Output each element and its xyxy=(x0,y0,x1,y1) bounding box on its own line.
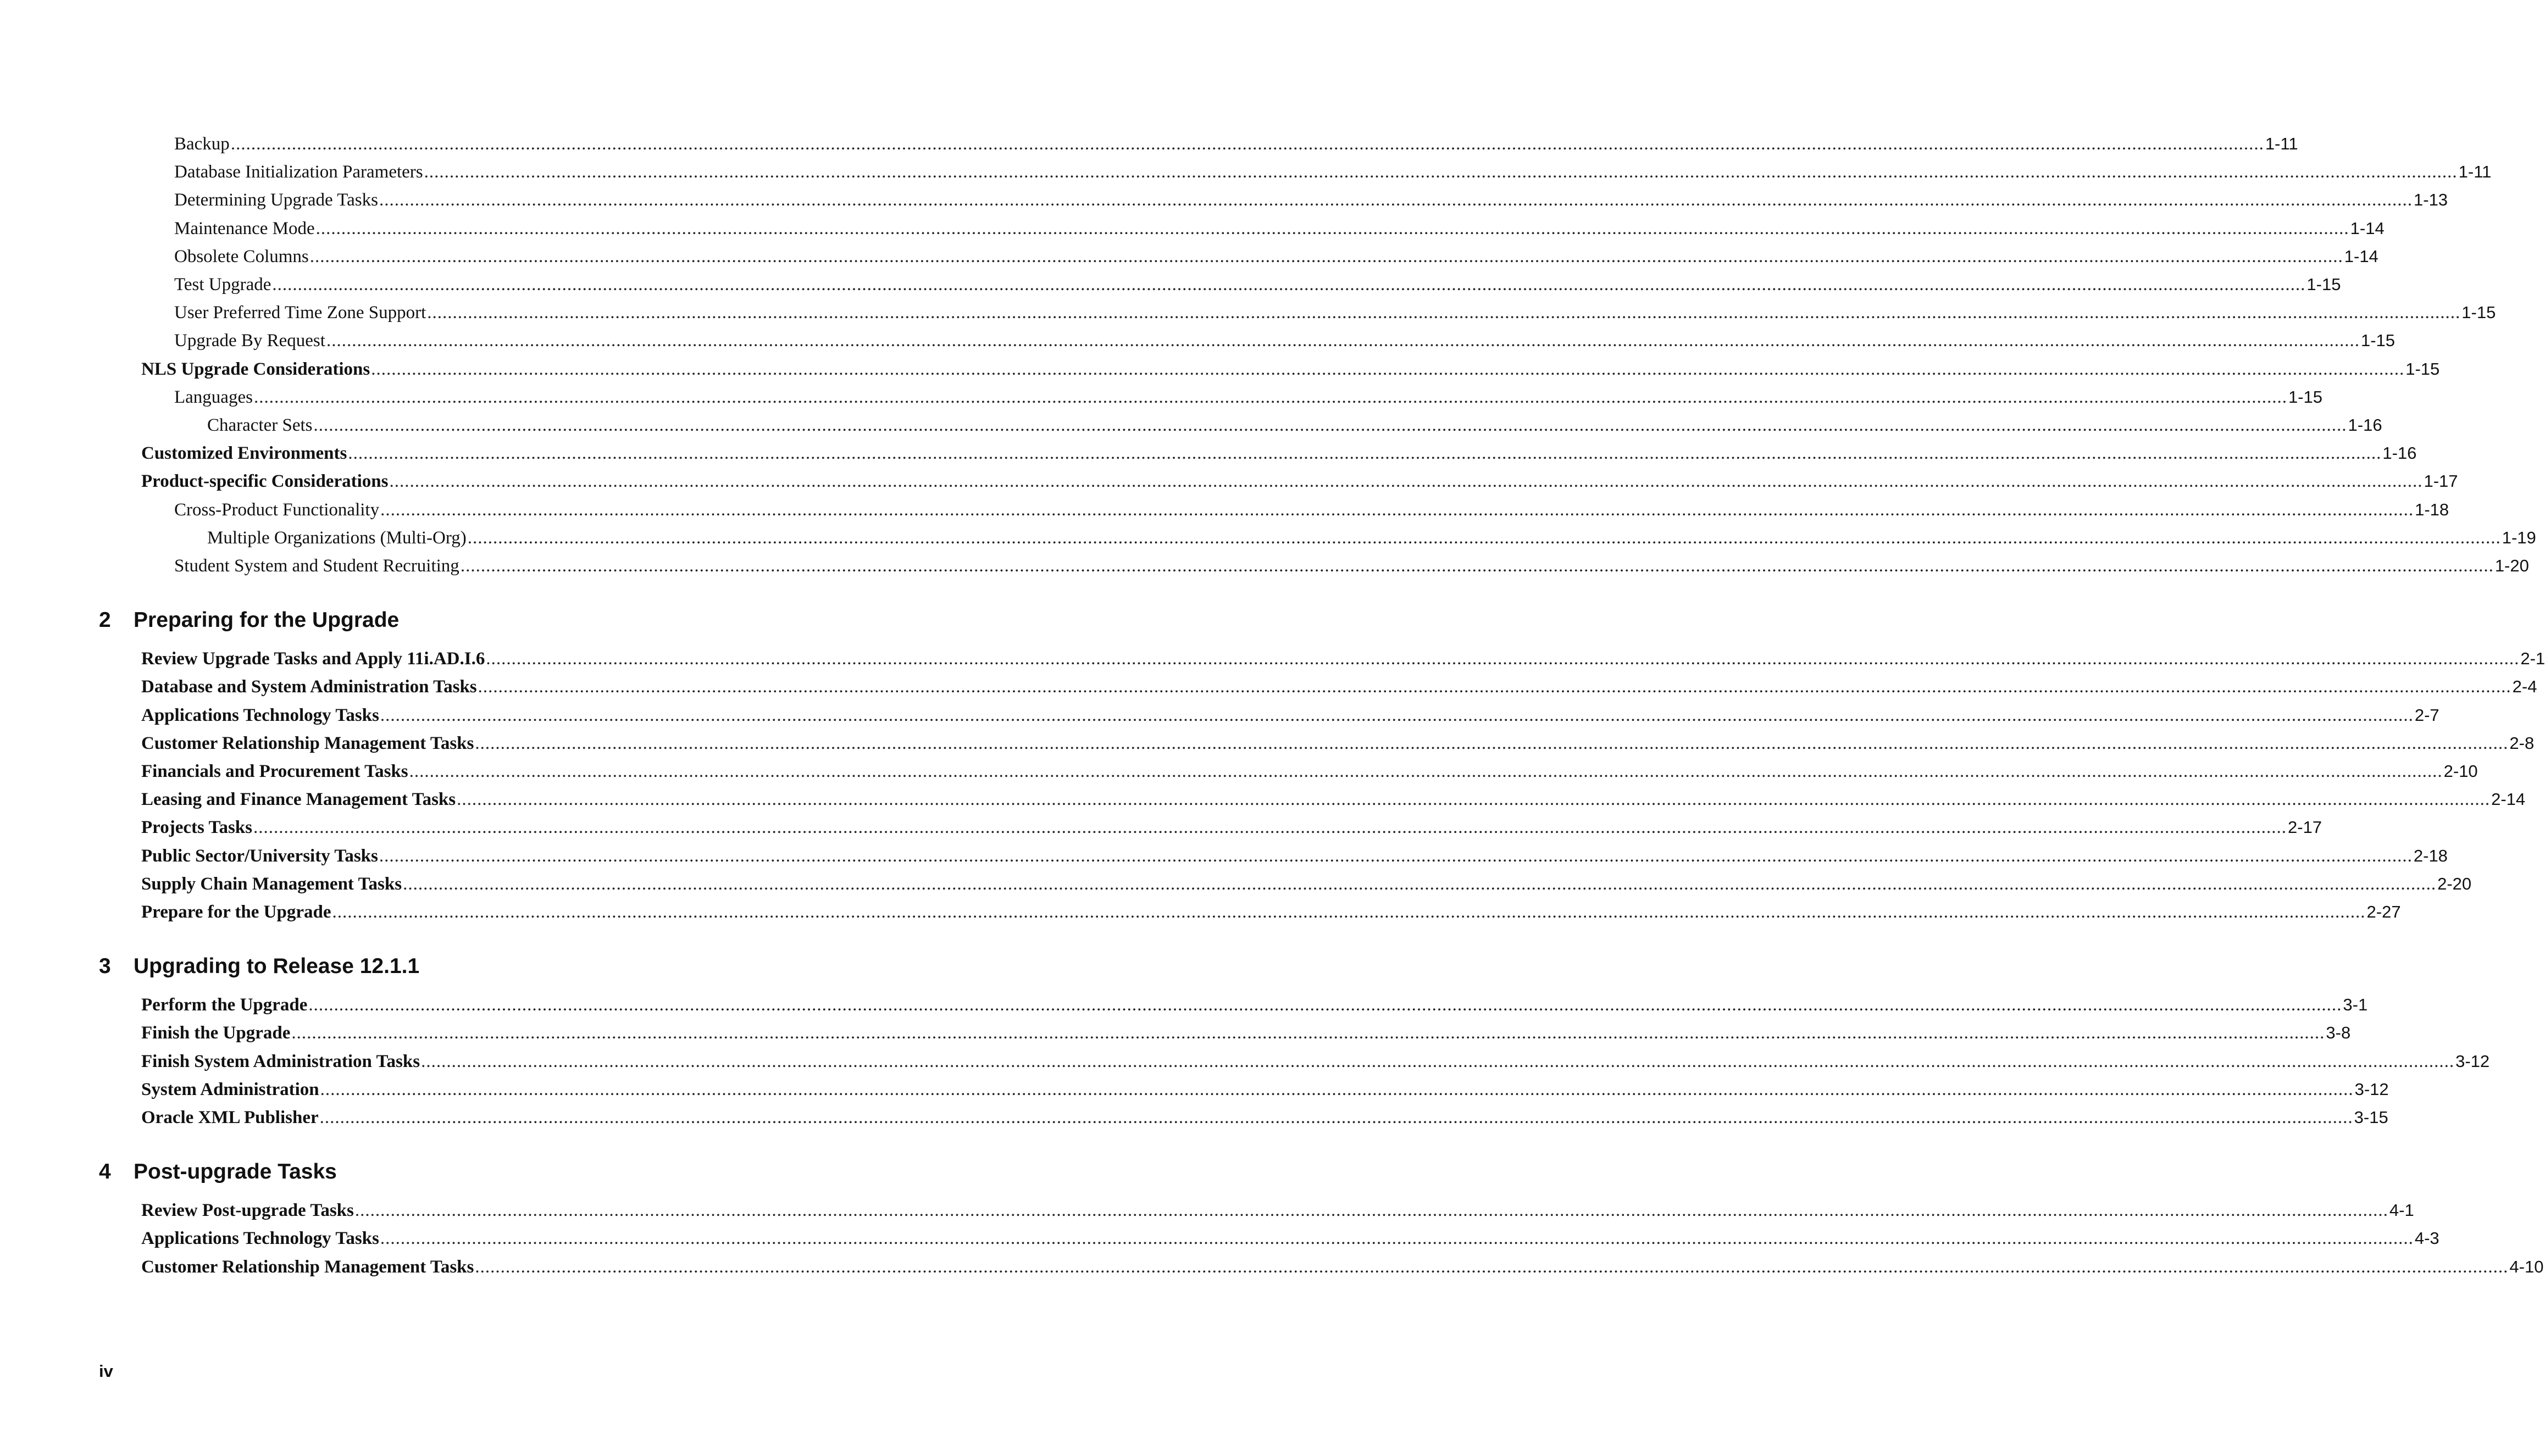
toc-entry[interactable] xyxy=(141,872,2472,896)
toc-entry-title: Projects Tasks xyxy=(141,818,252,838)
toc-entry-title: Multiple Organizations (Multi-Org) xyxy=(207,527,467,548)
toc-entry-page: 2-27 xyxy=(2366,902,2401,921)
toc-entry-title: Test Upgrade xyxy=(174,275,271,294)
dot-leader: ................................................................................................................................................................................................................................................................................................................................................................................................................ xyxy=(389,471,2423,492)
toc-entry-page: 1-16 xyxy=(2382,443,2417,463)
toc-entry-page: 1-14 xyxy=(2350,218,2385,238)
toc-entry[interactable] xyxy=(141,759,2478,783)
dot-leader: ................................................................................................................................................................................................................................................................................................................................................................................................................ xyxy=(313,415,2347,435)
dot-leader: ................................................................................................................................................................................................................................................................................................................................................................................................................ xyxy=(478,677,2511,697)
chapter-title: Post-upgrade Tasks xyxy=(134,1160,337,1184)
toc-entry-page: 1-15 xyxy=(2360,331,2395,351)
toc-entry[interactable] xyxy=(174,188,2448,212)
chapter-number: 3 xyxy=(99,954,111,979)
toc-entry[interactable] xyxy=(141,815,2322,840)
dot-leader: ................................................................................................................................................................................................................................................................................................................................................................................................................ xyxy=(475,733,2509,753)
chapter-number: 4 xyxy=(99,1160,111,1184)
toc-entry-title: Perform the Upgrade xyxy=(141,995,308,1015)
dot-leader: ................................................................................................................................................................................................................................................................................................................................................................................................................ xyxy=(326,331,2360,351)
dot-leader: ................................................................................................................................................................................................................................................................................................................................................................................................................ xyxy=(319,1108,2353,1127)
dot-leader: ................................................................................................................................................................................................................................................................................................................................................................................................................ xyxy=(332,902,2366,922)
toc-entry-title: Finish System Administration Tasks xyxy=(141,1051,420,1071)
toc-entry-page: 1-15 xyxy=(2461,303,2496,323)
toc-entry-title: Prepare for the Upgrade xyxy=(141,902,331,922)
toc-entry-title: Student System and Student Recruiting xyxy=(174,556,459,576)
toc-entry-page: 1-17 xyxy=(2424,471,2458,491)
chapter-heading xyxy=(99,1158,337,1186)
toc-entry-title: Customized Environments xyxy=(141,443,347,464)
toc-entry[interactable] xyxy=(174,498,2449,522)
toc-entry-title: Customer Relationship Management Tasks xyxy=(141,733,474,753)
toc-entry[interactable] xyxy=(174,385,2322,409)
toc-entry[interactable] xyxy=(207,526,2536,550)
toc-entry-title: Leasing and Finance Management Tasks xyxy=(141,790,456,810)
dot-leader: ................................................................................................................................................................................................................................................................................................................................................................................................................ xyxy=(230,134,2264,154)
dot-leader: ................................................................................................................................................................................................................................................................................................................................................................................................................ xyxy=(315,218,2349,238)
toc-entry-page: 4-10 xyxy=(2509,1257,2544,1276)
toc-entry-title: Finish the Upgrade xyxy=(141,1023,291,1043)
dot-leader: ................................................................................................................................................................................................................................................................................................................................................................................................................ xyxy=(380,499,2414,520)
dot-leader: ................................................................................................................................................................................................................................................................................................................................................................................................................ xyxy=(354,1201,2388,1221)
toc-entry-title: Obsolete Columns xyxy=(174,246,309,266)
toc-entry[interactable] xyxy=(141,787,2526,812)
dot-leader: ................................................................................................................................................................................................................................................................................................................................................................................................................ xyxy=(320,1079,2354,1099)
toc-entry[interactable] xyxy=(141,993,2368,1017)
toc-entry[interactable] xyxy=(174,132,2298,156)
chapter-title: Upgrading to Release 12.1.1 xyxy=(134,954,420,979)
toc-entry[interactable] xyxy=(141,469,2458,493)
toc-entry-page: 1-11 xyxy=(2265,134,2298,153)
toc-entry-title: Applications Technology Tasks xyxy=(141,1229,379,1249)
chapter-title: Preparing for the Upgrade xyxy=(134,608,400,632)
chapter-number: 2 xyxy=(99,608,111,632)
toc-entry-page: 3-8 xyxy=(2326,1023,2351,1043)
dot-leader: ................................................................................................................................................................................................................................................................................................................................................................................................................ xyxy=(253,387,2287,407)
toc-entry[interactable] xyxy=(207,413,2382,437)
toc-entry-title: Maintenance Mode xyxy=(174,218,315,238)
toc-entry[interactable] xyxy=(174,329,2395,353)
toc-entry-page: 3-15 xyxy=(2354,1108,2388,1127)
dot-leader: ................................................................................................................................................................................................................................................................................................................................................................................................................ xyxy=(380,1229,2414,1249)
toc-entry-title: Cross-Product Functionality xyxy=(174,499,380,520)
toc-entry-title: Oracle XML Publisher xyxy=(141,1108,319,1127)
dot-leader: ................................................................................................................................................................................................................................................................................................................................................................................................................ xyxy=(486,649,2520,669)
chapter-heading xyxy=(99,953,419,980)
toc-entry[interactable] xyxy=(174,160,2492,184)
page-number: iv xyxy=(99,1361,113,1381)
toc-entry-title: User Preferred Time Zone Support xyxy=(174,303,426,323)
toc-entry[interactable] xyxy=(141,441,2417,465)
dot-leader: ................................................................................................................................................................................................................................................................................................................................................................................................................ xyxy=(457,790,2491,810)
toc-entry[interactable] xyxy=(141,1198,2414,1222)
toc-entry[interactable] xyxy=(174,244,2378,269)
toc-entry-page: 1-15 xyxy=(2405,359,2440,379)
toc-entry-title: Determining Upgrade Tasks xyxy=(174,190,378,210)
toc-entry[interactable] xyxy=(141,1255,2544,1279)
toc-entry-page: 1-11 xyxy=(2458,162,2492,182)
toc-entry-page: 1-20 xyxy=(2494,556,2529,575)
toc-entry-title: Database Initialization Parameters xyxy=(174,162,423,182)
toc-entry-page: 3-12 xyxy=(2354,1079,2389,1099)
dot-leader: ................................................................................................................................................................................................................................................................................................................................................................................................................ xyxy=(421,1051,2455,1071)
toc-entry-title: Applications Technology Tasks xyxy=(141,705,379,725)
toc-entry-title: Upgrade By Request xyxy=(174,331,325,351)
toc-entry-page: 1-15 xyxy=(2288,387,2322,407)
toc-entry-page: 4-3 xyxy=(2414,1229,2439,1248)
toc-entry-page: 2-1 xyxy=(2520,649,2545,669)
toc-entry[interactable] xyxy=(141,647,2545,671)
dot-leader: ................................................................................................................................................................................................................................................................................................................................................................................................................ xyxy=(309,246,2343,266)
toc-entry-title: Customer Relationship Management Tasks xyxy=(141,1257,474,1277)
toc-entry-page: 1-13 xyxy=(2414,190,2448,210)
toc-entry-page: 3-12 xyxy=(2455,1051,2490,1071)
toc-entry-page: 1-16 xyxy=(2348,415,2382,435)
toc-entry[interactable] xyxy=(174,216,2385,241)
toc-entry[interactable] xyxy=(141,844,2448,868)
dot-leader: ................................................................................................................................................................................................................................................................................................................................................................................................................ xyxy=(371,359,2405,379)
toc-entry-title: Languages xyxy=(174,387,253,407)
toc-entry[interactable] xyxy=(141,675,2537,699)
toc-entry-title: Product-specific Considerations xyxy=(141,471,389,492)
toc-entry-title: Review Upgrade Tasks and Apply 11i.AD.I.6 xyxy=(141,649,485,669)
dot-leader: ................................................................................................................................................................................................................................................................................................................................................................................................................ xyxy=(308,995,2342,1015)
dot-leader: ................................................................................................................................................................................................................................................................................................................................................................................................................ xyxy=(424,162,2458,182)
toc-entry-page: 1-15 xyxy=(2306,275,2341,294)
toc-entry-title: System Administration xyxy=(141,1079,319,1099)
dot-leader: ................................................................................................................................................................................................................................................................................................................................................................................................................ xyxy=(253,818,2287,838)
toc-entry-page: 1-14 xyxy=(2344,246,2378,266)
toc-entry-title: Database and System Administration Tasks xyxy=(141,677,477,697)
toc-entry-page: 2-20 xyxy=(2437,874,2472,893)
dot-leader: ................................................................................................................................................................................................................................................................................................................................................................................................................ xyxy=(427,303,2461,323)
toc-entry-page: 2-8 xyxy=(2509,733,2535,753)
toc-entry-title: NLS Upgrade Considerations xyxy=(141,359,370,379)
toc-entry[interactable] xyxy=(141,1049,2490,1074)
dot-leader: ................................................................................................................................................................................................................................................................................................................................................................................................................ xyxy=(380,705,2414,725)
dot-leader: ................................................................................................................................................................................................................................................................................................................................................................................................................ xyxy=(467,527,2501,548)
dot-leader: ................................................................................................................................................................................................................................................................................................................................................................................................................ xyxy=(291,1023,2325,1043)
toc-entry[interactable] xyxy=(174,301,2496,325)
dot-leader: ................................................................................................................................................................................................................................................................................................................................................................................................................ xyxy=(460,556,2494,576)
dot-leader: ................................................................................................................................................................................................................................................................................................................................................................................................................ xyxy=(379,190,2413,210)
toc-entry-page: 2-17 xyxy=(2288,818,2322,837)
dot-leader: ................................................................................................................................................................................................................................................................................................................................................................................................................ xyxy=(348,443,2382,464)
toc-entry-title: Backup xyxy=(174,134,230,154)
toc-entry-title: Financials and Procurement Tasks xyxy=(141,762,408,781)
toc-entry-title: Review Post-upgrade Tasks xyxy=(141,1201,354,1221)
toc-entry-title: Public Sector/University Tasks xyxy=(141,846,378,866)
toc-entry[interactable] xyxy=(141,1077,2389,1102)
dot-leader: ................................................................................................................................................................................................................................................................................................................................................................................................................ xyxy=(272,275,2306,294)
toc-entry[interactable] xyxy=(141,357,2440,381)
chapter-heading xyxy=(99,607,399,634)
toc-entry-page: 2-4 xyxy=(2512,677,2537,697)
toc-entry[interactable] xyxy=(141,900,2401,924)
dot-leader: ................................................................................................................................................................................................................................................................................................................................................................................................................ xyxy=(475,1257,2509,1277)
toc-entry-page: 2-14 xyxy=(2491,790,2526,809)
toc-entry[interactable] xyxy=(174,273,2341,297)
toc-entry[interactable] xyxy=(174,554,2529,578)
toc-entry-page: 2-10 xyxy=(2443,762,2478,781)
toc-entry[interactable] xyxy=(141,731,2535,755)
toc-entry-page: 2-18 xyxy=(2413,846,2448,865)
toc-entry[interactable] xyxy=(141,703,2439,727)
toc-entry[interactable] xyxy=(141,1226,2439,1251)
toc-entry-page: 3-1 xyxy=(2343,995,2368,1015)
toc-entry-page: 2-7 xyxy=(2414,705,2439,725)
dot-leader: ................................................................................................................................................................................................................................................................................................................................................................................................................ xyxy=(409,762,2443,781)
dot-leader: ................................................................................................................................................................................................................................................................................................................................................................................................................ xyxy=(379,846,2413,866)
toc-entry-page: 4-1 xyxy=(2389,1201,2414,1220)
toc-entry-page: 1-18 xyxy=(2415,499,2449,519)
dot-leader: ................................................................................................................................................................................................................................................................................................................................................................................................................ xyxy=(403,874,2437,894)
toc-entry-title: Character Sets xyxy=(207,415,313,435)
toc-entry[interactable] xyxy=(141,1021,2351,1045)
toc-entry-title: Supply Chain Management Tasks xyxy=(141,874,402,894)
toc-entry[interactable] xyxy=(141,1105,2388,1130)
toc-entry-page: 1-19 xyxy=(2502,527,2536,547)
